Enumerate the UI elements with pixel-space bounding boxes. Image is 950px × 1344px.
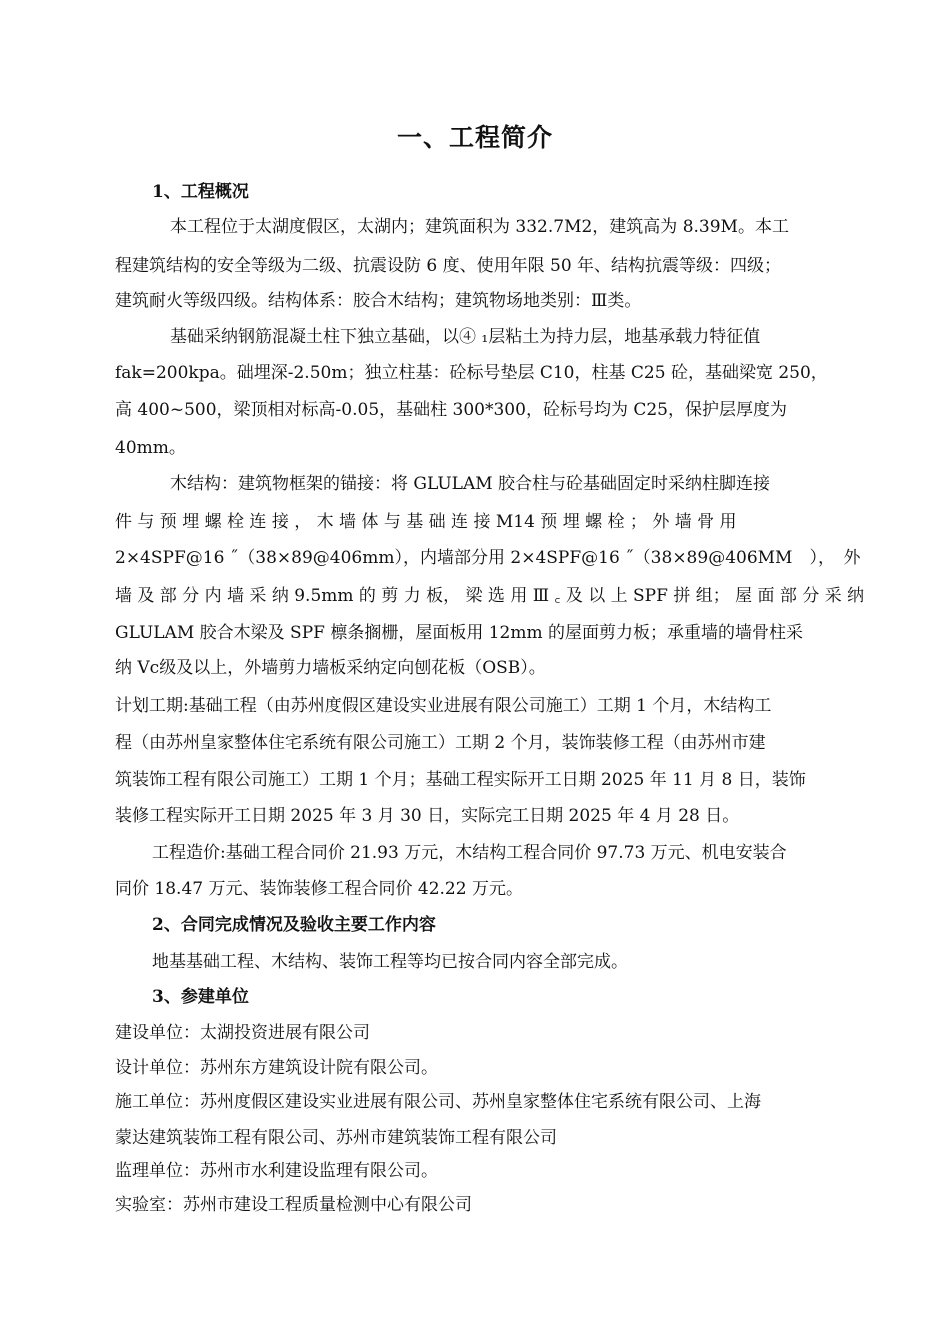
paragraph-line: 程建筑结构的安全等级为二级、抗震设防 6 度、使用年限 50 年、结构抗震等级：四级； xyxy=(115,256,782,276)
participant-line: 建设单位：太湖投资进展有限公司 xyxy=(115,1023,370,1043)
paragraph-line: GLULAM 胶合木梁及 SPF 檩条搁栅，屋面板用 12mm 的屋面剪力板；承重墙的墙骨柱采 xyxy=(115,623,804,643)
paragraph-line: 装修工程实际开工日期 2025 年 3 月 30 日，实际完工日期 2025 年 4 月 28 日。 xyxy=(115,806,740,826)
paragraph-line: 工程造价:基础工程合同价 21.93 万元，木结构工程合同价 97.73 万元、机电安装合 xyxy=(152,843,787,863)
paragraph-line: 同价 18.47 万元、装饰装修工程合同价 42.22 万元。 xyxy=(115,879,523,899)
paragraph-line: 筑装饰工程有限公司施工）工期 1 个月；基础工程实际开工日期 2025 年 11 月 8 日，装饰 xyxy=(115,770,806,790)
section-heading-participants: 3、参建单位 xyxy=(152,987,249,1007)
paragraph-line: 建筑耐火等级四级。结构体系：胶合木结构；建筑物场地类别：Ⅲ类。 xyxy=(115,291,642,311)
paragraph-line: 本工程位于太湖度假区，太湖内；建筑面积为 332.7M2，建筑高为 8.39M。本工 xyxy=(170,217,789,237)
section-heading-contract: 2、合同完成情况及验收主要工作内容 xyxy=(152,915,436,935)
paragraph-line: 地基基础工程、木结构、装饰工程等均已按合同内容全部完成。 xyxy=(152,952,628,972)
paragraph-line: 基础采纳钢筋混凝土柱下独立基础，以④ ₁层粘土为持力层，地基承载力特征值 xyxy=(170,327,761,347)
paragraph-line: 计划工期:基础工程（由苏州度假区建设实业进展有限公司施工）工期 1 个月，木结构工 xyxy=(115,696,772,716)
participant-line: 蒙达建筑装饰工程有限公司、苏州市建筑装饰工程有限公司 xyxy=(115,1128,557,1148)
participant-line: 设计单位：苏州东方建筑设计院有限公司。 xyxy=(115,1058,438,1078)
paragraph-line: 程（由苏州皇家整体住宅系统有限公司施工）工期 2 个月，装饰装修工程（由苏州市建 xyxy=(115,733,766,753)
paragraph-line: 高 400~500，梁顶相对标高-0.05，基础柱 300*300，砼标号均为 C25，保护层厚度为 xyxy=(115,400,787,420)
paragraph-line: 纳 Vc级及以上，外墙剪力墙板采纳定向刨花板（OSB）。 xyxy=(115,658,546,678)
paragraph-line: fak=200kpa。础埋深-2.50m；独立柱基：砼标号垫层 C10，柱基 C25 砼，基础梁宽 250， xyxy=(115,363,828,383)
participant-line: 施工单位：苏州度假区建设实业进展有限公司、苏州皇家整体住宅系统有限公司、上海 xyxy=(115,1092,761,1112)
section-heading-overview: 1、工程概况 xyxy=(152,182,249,202)
paragraph-line: 墙 及 部 分 内 墙 采 纳 9.5mm 的 剪 力 板， 梁 选 用 Ⅲ ꜀ 及 以 上 SPF 拼 组； 屋 面 部 分 采 纳 xyxy=(115,586,865,606)
paragraph-line: 木结构：建筑物框架的锚接：将 GLULAM 胶合柱与砼基础固定时采纳柱脚连接 xyxy=(170,474,771,494)
participant-line: 实验室：苏州市建设工程质量检测中心有限公司 xyxy=(115,1195,472,1215)
paragraph-line: 40mm。 xyxy=(115,438,186,458)
paragraph-line: 2×4SPF@16 ˝（38×89@406mm），内墙部分用 2×4SPF@16 ˝（38×89@406MM ）， 外 xyxy=(115,548,861,568)
page-title: 一、工程简介 xyxy=(396,123,553,152)
participant-line: 监理单位：苏州市水利建设监理有限公司。 xyxy=(115,1161,438,1181)
paragraph-line: 件 与 预 埋 螺 栓 连 接 ， 木 墙 体 与 基 础 连 接 M14 预 埋 螺 栓 ； 外 墙 骨 用 xyxy=(115,512,737,532)
